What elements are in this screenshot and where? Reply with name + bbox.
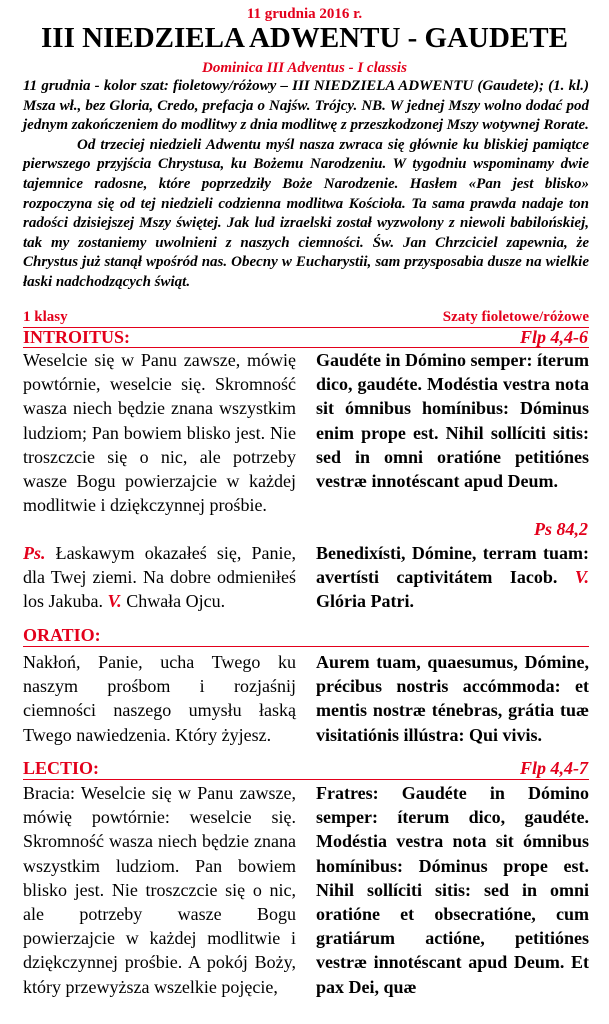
- psalm-polish: [23, 541, 296, 614]
- gloria-latin: Glória Patri.: [316, 591, 414, 612]
- introitus-latin: [316, 348, 589, 493]
- psalm-reference: Ps 84,2: [534, 519, 588, 539]
- oratio-latin-text: Aurem tuam, quaesumus, Dómine, précibus nostris accómmoda: et mentis nostræ ténebras, grátia tuæ visitatiónis illústra: Qui vivis.: [316, 652, 589, 745]
- oratio-polish: [23, 650, 296, 747]
- introitus-polish: [23, 348, 296, 517]
- lectio-latin-text: Fratres: Gaudéte in Dómino semper: íterum dico, gaudéte. Modéstia vestra nota sit ómnibus homínibus: Dóminus prope est. Nihil sollíciti sitis: sed in omni oratióne et obsecratióne, cum gratiárum actióne, petitiónes vestræ innotéscant apud Deum. Et pax Dei, quæ: [316, 783, 589, 997]
- lectio-latin: [316, 781, 589, 999]
- intro-commentary: Od trzeciej niedzieli Adwentu myśl nasza zwraca się głównie ku bliskiej pamiątce pierwszego przyjścia Chrystusa, ku Bożemu Narodzeniu. W tygodniu wspominamy dwie tajemnice radosne, które poprzedziły Boże Narodzenie. Hasłem «Pan jest blisko» rozpoczyna się od tej niedzieli codzienna modlitwa Kościoła. Ta sama prawda nadaje ton radości dzisiejszej Mszy świętej. Jak lud izraelski został wyzwolony z niewoli babilońskiej, tak my zostaniemy uwolnieni z naszych ciemności. Św. Jan Chrzciciel zapewnia, że Chrystus już stanął wpośród nas. Obecny w Eucharystii, sam przysposabia dusze na wielkie łaski nadchodzących świąt.: [23, 136, 589, 290]
- lectio-reference: Flp 4,4-7: [519, 758, 588, 778]
- introitus-latin-text: Gaudéte in Dómino semper: íterum dico, gaudéte. Modéstia vestra nota sit ómnibus homínibus: Dóminus enim prope est. Nihil sollíciti sitis: sed in omni oratióne petitiónes vestræ innotéscant apud Deum.: [316, 350, 589, 492]
- gloria-polish: Chwała Ojcu.: [126, 591, 226, 612]
- oratio-heading: ORATIO:: [23, 625, 101, 645]
- lectio-polish: [23, 781, 296, 999]
- intro-rubric: 11 grudnia - kolor szat: fioletowy/różowy – III NIEDZIELA ADWENTU (Gaudete); (1. kl.) Msza wł., bez Gloria, Credo, prefacja o Najśw. Trójcy. NB. W jednej Mszy wolno dodać pod jednym zakończeniem do modlitwy z dnia modlitwę z przeszkodzonej Mszy wotywnej Rorate.: [23, 78, 589, 134]
- vestment-color: Szaty fioletowe/różowe: [442, 309, 589, 325]
- oratio-polish-text: Nakłoń, Panie, ucha Twego ku naszym prośbom i rozjaśnij ciemności naszego umysłu łaską Twego nawiedzenia. Który żyjesz.: [23, 652, 296, 745]
- psalm-latin-text: Benedixísti, Dómine, terram tuam: avertísti captivitátem Iacob.: [316, 543, 589, 588]
- class-line: [23, 309, 589, 326]
- latin-subtitle: Dominica III Adventus - I classis: [202, 60, 407, 76]
- lectio-heading: LECTIO:: [23, 758, 100, 778]
- psalm-polish-text: Łaskawym okazałeś się, Panie, dla Twej ziemi. Na dobre odmieniłeś los Jakuba.: [23, 543, 296, 612]
- divider: [23, 646, 589, 647]
- page-date: 11 grudnia 2016 r.: [246, 6, 363, 22]
- versicle-marker: V.: [107, 591, 122, 612]
- introitus-polish-text: Weselcie się w Panu zawsze, mówię powtórnie, weselcie się. Skromność wasza niech będzie znana wszystkim ludziom; Pan bowiem blisko jest. Nie troszczcie się o nic, ale potrzeby wasze Bogu powierzajcie w każdej modlitwie i dziękczynnej prośbie.: [23, 350, 296, 516]
- class-rank: 1 klasy: [23, 309, 68, 325]
- introitus-reference: Flp 4,4-6: [519, 327, 588, 347]
- page-title: III NIEDZIELA ADWENTU - GAUDETE: [41, 22, 568, 54]
- introitus-heading: INTROITUS:: [23, 327, 131, 347]
- psalm-latin: [316, 541, 589, 614]
- divider: [23, 779, 589, 780]
- oratio-latin: [316, 650, 589, 747]
- intro-text: [23, 77, 589, 293]
- versicle-marker: V.: [574, 567, 589, 588]
- lectio-polish-text: Bracia: Weselcie się w Panu zawsze, mówię powtórnie: weselcie się. Skromność wasza niech będzie znana wszystkim ludziom. Pan bowiem blisko jest. Nie troszczcie się o nic, ale potrzeby wasze Bogu powierzajcie w każdej modlitwie i dziękczynnej prośbie. A pokój Boży, który przewyższa wszelkie pojęcie,: [23, 783, 296, 997]
- ps-marker: Ps.: [23, 543, 46, 563]
